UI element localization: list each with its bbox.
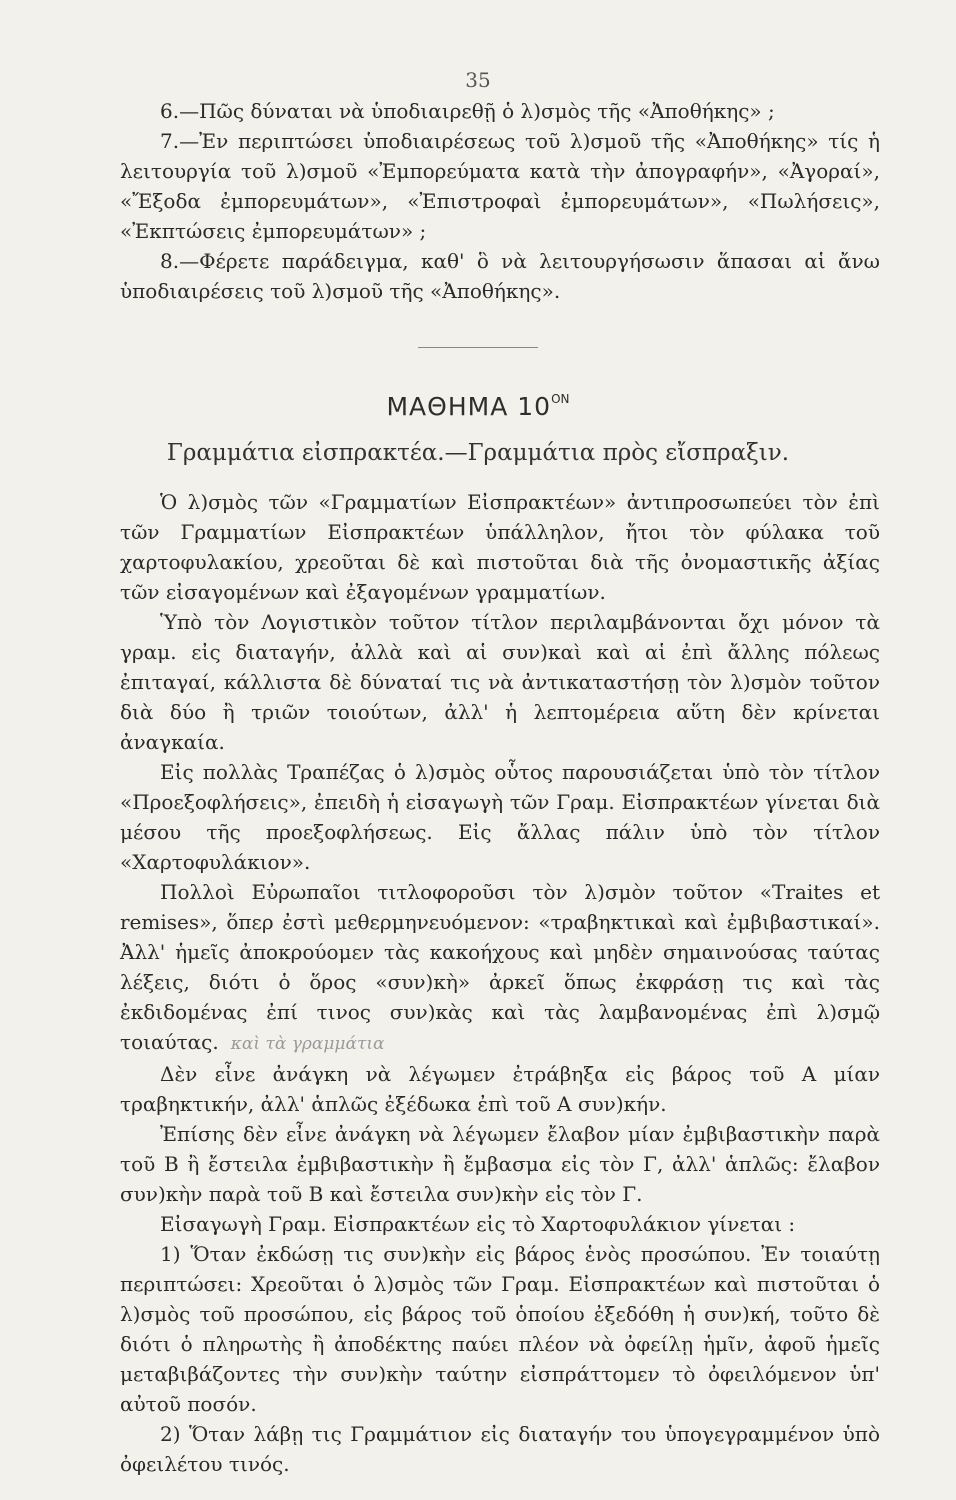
lesson-ordinal: ΟΝ	[551, 392, 570, 406]
paragraph-4-text: Πολλοὶ Εὐρωπαῖοι τιτλοφοροῦσι τὸν λ)σμὸν τοῦτον «Traites et remises», ὅπερ ἐστὶ μεθερμηνευόμενον: «τραβηκτικαὶ καὶ ἐμβιβαστικαί». Ἀλλ' ἡμεῖς ἀποκρούομεν τὰς κακοήχους καὶ μηδὲν σημαινούσας ταύτας λέξεις, διότι ὁ ὅρος «συν)κὴ» ἀρκεῖ ὅπως ἐκφράσῃ τις καὶ τὰς ἐκδιδομένας ἐπί τινος συν)κὰς καὶ τὰς λαμβανομένας ἐπὶ λ)σμῷ τοιαύτας.	[120, 880, 880, 1054]
paragraph-2: Ὑπὸ τὸν Λογιστικὸν τοῦτον τίτλον περιλαμβάνονται ὄχι μόνον τὰ γραμ. εἰς διαταγήν, ἀλλὰ καὶ αἱ συν)καὶ καὶ αἱ ἐπὶ ἄλλης πόλεως ἐπιταγαί, κάλλιστα δὲ δύναταί τις νὰ ἀντικαταστήσῃ τὸν λ)σμὸν τοῦτον διὰ δύο ἢ τριῶν τοιούτων, ἀλλ' ἡ λεπτομέρεια αὕτη δὲν κρίνεται ἀναγκαία.	[120, 610, 880, 754]
review-questions	[120, 96, 880, 306]
list-item-1: 1) Ὅταν ἐκδώσῃ τις συν)κὴν εἰς βάρος ἑνὸς προσώπου. Ἐν τοιαύτῃ περιπτώσει: Χρεοῦται ὁ λ)σμὸς τῶν Γραμ. Εἰσπρακτέων καὶ πιστοῦται ὁ λ)σμὸς τοῦ προσώπου, εἰς βάρος τοῦ ὁποίου ἐξεδόθη ἡ συν)κή, τοῦτο δὲ διότι ὁ πληρωτὴς ἢ ἀποδέκτης παύει πλέον νὰ ὀφείλῃ ἡμῖν, ἀφοῦ ἡμεῖς μεταβιβάζοντες τὴν συν)κὴν ταύτην εἰσπράττομεν τὸ ὀφειλόμενον ὑπ' αὐτοῦ ποσόν.	[120, 1242, 880, 1416]
question-7: 7.—Ἐν περιπτώσει ὑποδιαιρέσεως τοῦ λ)σμοῦ τῆς «Ἀποθήκης» τίς ἡ λειτουργία τοῦ λ)σμοῦ «Ἐμπορεύματα κατὰ τὴν ἀπογραφήν», «Ἀγοραί», «Ἔξοδα ἐμπορευμάτων», «Ἐπιστροφαὶ ἐμπορευμάτων», «Πωλήσεις», «Ἐκπτώσεις ἐμπορευμάτων» ;	[120, 129, 880, 243]
list-item-2: 2) Ὅταν λάβῃ τις Γραμμάτιον εἰς διαταγήν του ὑπογεγραμμένον ὑπὸ ὀφειλέτου τινός.	[120, 1422, 880, 1476]
paragraph-6: Ἐπίσης δὲν εἶνε ἀνάγκη νὰ λέγωμεν ἔλαβον μίαν ἐμβιβαστικὴν παρὰ τοῦ Β ἢ ἔστειλα ἐμβιβαστικὴν ἢ ἔμβασμα εἰς τὸν Γ, ἀλλ' ἁπλῶς: ἔλαβον συν)κὴν παρὰ τοῦ Β καὶ ἔστειλα συν)κὴν εἰς τὸν Γ.	[120, 1122, 880, 1206]
paragraph-1: Ὁ λ)σμὸς τῶν «Γραμματίων Εἰσπρακτέων» ἀντιπροσωπεύει τὸν ἐπὶ τῶν Γραμματίων Εἰσπρακτέων ὑπάλληλον, ἤτοι τὸν φύλακα τοῦ χαρτοφυλακίου, χρεοῦται δὲ καὶ πιστοῦται διὰ τῆς ὀνομαστικῆς ἀξίας τῶν εἰσαγομένων καὶ ἐξαγομένων γραμματίων.	[120, 490, 880, 604]
paragraph-7: Εἰσαγωγὴ Γραμ. Εἰσπρακτέων εἰς τὸ Χαρτοφυλάκιον γίνεται :	[160, 1212, 796, 1236]
lesson-heading	[0, 392, 956, 421]
question-8: 8.—Φέρετε παράδειγμα, καθ' ὃ νὰ λειτουργήσωσιν ἅπασαι αἱ ἄνω ὑποδιαιρέσεις τοῦ λ)σμοῦ τῆς «Ἀποθήκης».	[120, 249, 880, 303]
question-6: 6.—Πῶς δύναται νὰ ὑποδιαιρεθῇ ὁ λ)σμὸς τῆς «Ἀποθήκης» ;	[160, 99, 775, 123]
paragraph-3: Εἰς πολλὰς Τραπέζας ὁ λ)σμὸς οὗτος παρουσιάζεται ὑπὸ τὸν τίτλον «Προεξοφλήσεις», ἐπειδὴ ἡ εἰσαγωγὴ τῶν Γραμ. Εἰσπρακτέων γίνεται διὰ μέσου τῆς προεξοφλήσεως. Εἰς ἄλλας πάλιν ὑπὸ τὸν τίτλον «Χαρτοφυλάκιον».	[120, 760, 880, 874]
lesson-body	[120, 487, 880, 1479]
paragraph-4	[120, 877, 880, 1059]
lesson-title: ΜΑΘΗΜΑ 10	[386, 392, 552, 421]
page-number: 35	[465, 68, 491, 92]
paragraph-5: Δὲν εἶνε ἀνάγκη νὰ λέγωμεν ἐτράβηξα εἰς βάρος τοῦ Α μίαν τραβηκτικήν, ἀλλ' ἁπλῶς ἐξέδωκα ἐπὶ τοῦ Α συν)κήν.	[120, 1062, 880, 1116]
lesson-subtitle: Γραμμάτια εἰσπρακτέα.—Γραμμάτια πρὸς εἴσπραξιν.	[166, 440, 790, 466]
handwritten-note: καὶ τὰ γραμμάτια	[230, 1034, 385, 1054]
section-divider	[418, 347, 538, 348]
